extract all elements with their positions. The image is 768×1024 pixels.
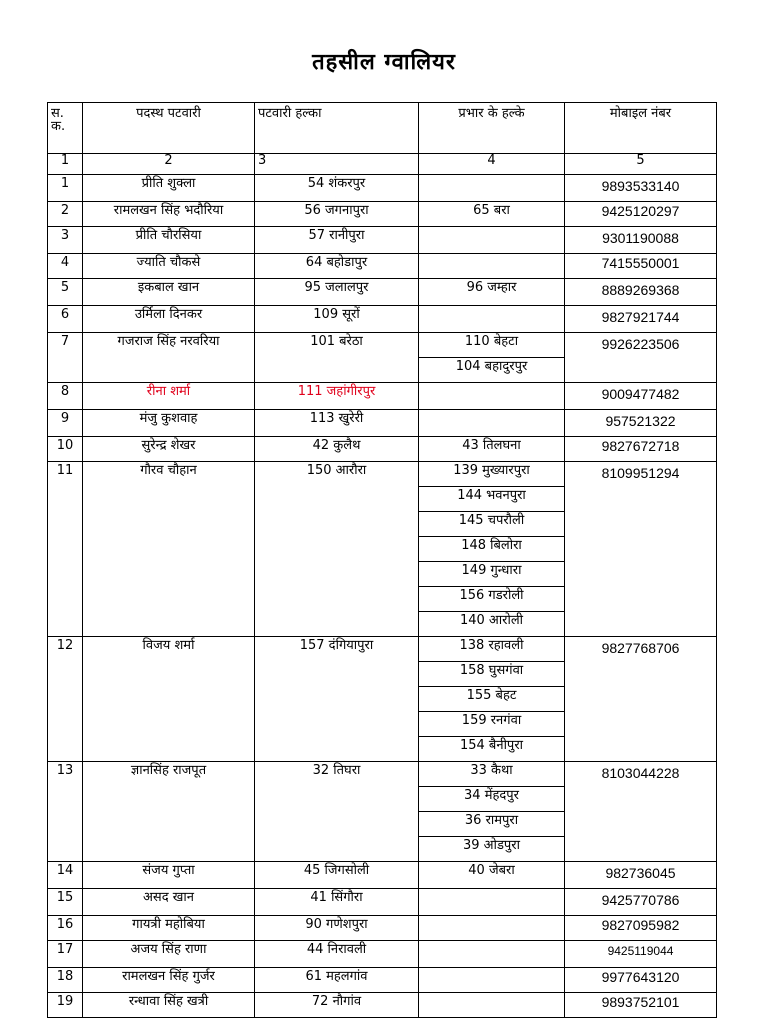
prabhar-cell: 43 तिलघना	[419, 437, 565, 462]
header-halka: पटवारी हल्का	[255, 103, 419, 154]
halka-cell: 95 जलालपुर	[255, 279, 419, 306]
serial-cell: 19	[48, 993, 83, 1018]
prabhar-cell: 158 घुसगंवा	[419, 662, 565, 687]
header-prabhar: प्रभार के हल्के	[419, 103, 565, 154]
prabhar-cell: 36 रामपुरा	[419, 812, 565, 837]
prabhar-cell: 34 मेंहदपुर	[419, 787, 565, 812]
serial-cell: 15	[48, 889, 83, 916]
patwari-name-cell: गजराज सिंह नरवरिया	[83, 333, 255, 383]
table-row	[48, 437, 717, 462]
table-row	[48, 762, 717, 787]
prabhar-cell: 39 ओडपुरा	[419, 837, 565, 862]
mobile-cell: 8889269368	[565, 279, 717, 306]
prabhar-cell: 33 कैथा	[419, 762, 565, 787]
serial-cell: 9	[48, 410, 83, 437]
patwari-name-cell: मंजु कुशवाह	[83, 410, 255, 437]
table-row	[48, 254, 717, 279]
table-row	[48, 383, 717, 410]
halka-cell: 111 जहांगीरपुर	[255, 383, 419, 410]
prabhar-cell: 140 आरोली	[419, 612, 565, 637]
patwari-name-cell: इकबाल खान	[83, 279, 255, 306]
halka-cell: 101 बरेठा	[255, 333, 419, 383]
prabhar-cell	[419, 254, 565, 279]
halka-cell: 57 रानीपुरा	[255, 227, 419, 254]
halka-cell: 64 बहोडापुर	[255, 254, 419, 279]
prabhar-cell	[419, 889, 565, 916]
patwari-table	[47, 102, 717, 1018]
patwari-name-cell: ज्ञानसिंह राजपूत	[83, 762, 255, 862]
table-row	[48, 941, 717, 968]
serial-cell: 1	[48, 175, 83, 202]
prabhar-cell: 139 मुख्यारपुरा	[419, 462, 565, 487]
table-row	[48, 637, 717, 662]
prabhar-cell: 40 जेबरा	[419, 862, 565, 889]
serial-cell: 14	[48, 862, 83, 889]
serial-cell: 6	[48, 306, 83, 333]
prabhar-cell	[419, 383, 565, 410]
patwari-name-cell: प्रीति चौरसिया	[83, 227, 255, 254]
halka-cell: 41 सिंगौरा	[255, 889, 419, 916]
serial-cell: 16	[48, 916, 83, 941]
serial-cell: 17	[48, 941, 83, 968]
mobile-cell: 9425119044	[565, 941, 717, 968]
prabhar-cell: 104 बहादुरपुर	[419, 358, 565, 383]
patwari-name-cell: उर्मिला दिनकर	[83, 306, 255, 333]
halka-cell: 109 सूरों	[255, 306, 419, 333]
table-row	[48, 968, 717, 993]
serial-cell: 12	[48, 637, 83, 762]
halka-cell: 72 नौगांव	[255, 993, 419, 1018]
halka-cell: 61 महलगांव	[255, 968, 419, 993]
mobile-cell: 957521322	[565, 410, 717, 437]
page-title: तहसील ग्वालियर	[312, 50, 456, 75]
mobile-cell: 9425770786	[565, 889, 717, 916]
prabhar-cell: 149 गुन्धारा	[419, 562, 565, 587]
serial-cell: 7	[48, 333, 83, 383]
prabhar-cell	[419, 993, 565, 1018]
halka-cell: 45 जिगसोली	[255, 862, 419, 889]
mobile-cell: 8109951294	[565, 462, 717, 637]
halka-cell: 150 आरौरा	[255, 462, 419, 637]
prabhar-cell: 96 जम्हार	[419, 279, 565, 306]
table-row	[48, 993, 717, 1018]
table-row	[48, 333, 717, 358]
table-row	[48, 202, 717, 227]
prabhar-cell	[419, 916, 565, 941]
prabhar-cell: 138 रहावली	[419, 637, 565, 662]
serial-cell: 2	[48, 202, 83, 227]
halka-cell: 56 जगनापुरा	[255, 202, 419, 227]
prabhar-cell	[419, 306, 565, 333]
prabhar-cell: 154 बैनीपुरा	[419, 737, 565, 762]
mobile-cell: 7415550001	[565, 254, 717, 279]
header-sn: स. क.	[48, 103, 83, 154]
halka-cell: 113 खुरेरी	[255, 410, 419, 437]
prabhar-cell: 148 बिलोरा	[419, 537, 565, 562]
prabhar-cell	[419, 968, 565, 993]
patwari-name-cell: रन्धावा सिंह खत्री	[83, 993, 255, 1018]
prabhar-cell	[419, 410, 565, 437]
mobile-cell: 9425120297	[565, 202, 717, 227]
mobile-cell: 9827095982	[565, 916, 717, 941]
header-row	[48, 103, 717, 154]
patwari-name-cell: रामलखन सिंह गुर्जर	[83, 968, 255, 993]
prabhar-cell	[419, 941, 565, 968]
mobile-cell: 9827672718	[565, 437, 717, 462]
patwari-name-cell: विजय शर्मा	[83, 637, 255, 762]
patwari-name-cell: गायत्री महोबिया	[83, 916, 255, 941]
mobile-cell: 8103044228	[565, 762, 717, 862]
patwari-name-cell: ज्याति चौकसे	[83, 254, 255, 279]
prabhar-cell: 155 बेहट	[419, 687, 565, 712]
mobile-cell: 9827921744	[565, 306, 717, 333]
table-row	[48, 410, 717, 437]
mobile-cell: 982736045	[565, 862, 717, 889]
prabhar-cell: 159 रनगंवा	[419, 712, 565, 737]
mobile-cell: 9301190088	[565, 227, 717, 254]
table-row	[48, 889, 717, 916]
mobile-cell: 9977643120	[565, 968, 717, 993]
table-row	[48, 306, 717, 333]
patwari-name-cell: सुरेन्द्र शेखर	[83, 437, 255, 462]
table-row	[48, 862, 717, 889]
serial-cell: 13	[48, 762, 83, 862]
col-number: 5	[565, 154, 717, 175]
table-row	[48, 462, 717, 487]
prabhar-cell: 144 भवनपुरा	[419, 487, 565, 512]
patwari-name-cell: रामलखन सिंह भदौरिया	[83, 202, 255, 227]
mobile-cell: 9893533140	[565, 175, 717, 202]
patwari-name-cell: संजय गुप्ता	[83, 862, 255, 889]
prabhar-cell: 156 गडरोली	[419, 587, 565, 612]
mobile-cell: 9827768706	[565, 637, 717, 762]
patwari-name-cell: गौरव चौहान	[83, 462, 255, 637]
prabhar-cell	[419, 227, 565, 254]
halka-cell: 90 गणेशपुरा	[255, 916, 419, 941]
patwari-name-cell: असद खान	[83, 889, 255, 916]
serial-cell: 4	[48, 254, 83, 279]
col-number: 4	[419, 154, 565, 175]
serial-cell: 3	[48, 227, 83, 254]
halka-cell: 54 शंकरपुर	[255, 175, 419, 202]
halka-cell: 157 दंगियापुरा	[255, 637, 419, 762]
col-number: 1	[48, 154, 83, 175]
header-patwari: पदस्थ पटवारी	[83, 103, 255, 154]
column-number-row	[48, 154, 717, 175]
mobile-cell: 9893752101	[565, 993, 717, 1018]
col-number: 2	[83, 154, 255, 175]
serial-cell: 11	[48, 462, 83, 637]
serial-cell: 5	[48, 279, 83, 306]
halka-cell: 32 तिघरा	[255, 762, 419, 862]
header-mobile: मोबाइल नंबर	[565, 103, 717, 154]
table-row	[48, 175, 717, 202]
halka-cell: 44 निरावली	[255, 941, 419, 968]
table-row	[48, 227, 717, 254]
halka-cell: 42 कुलैथ	[255, 437, 419, 462]
prabhar-cell: 65 बरा	[419, 202, 565, 227]
serial-cell: 8	[48, 383, 83, 410]
patwari-name-cell: रीना शर्मा	[83, 383, 255, 410]
patwari-name-cell: अजय सिंह राणा	[83, 941, 255, 968]
table-row	[48, 279, 717, 306]
prabhar-cell: 145 चपरौली	[419, 512, 565, 537]
prabhar-cell	[419, 175, 565, 202]
serial-cell: 18	[48, 968, 83, 993]
serial-cell: 10	[48, 437, 83, 462]
table-row	[48, 916, 717, 941]
mobile-cell: 9009477482	[565, 383, 717, 410]
mobile-cell: 9926223506	[565, 333, 717, 383]
prabhar-cell: 110 बेहटा	[419, 333, 565, 358]
patwari-name-cell: प्रीति शुक्ला	[83, 175, 255, 202]
col-number: 3	[255, 154, 419, 175]
